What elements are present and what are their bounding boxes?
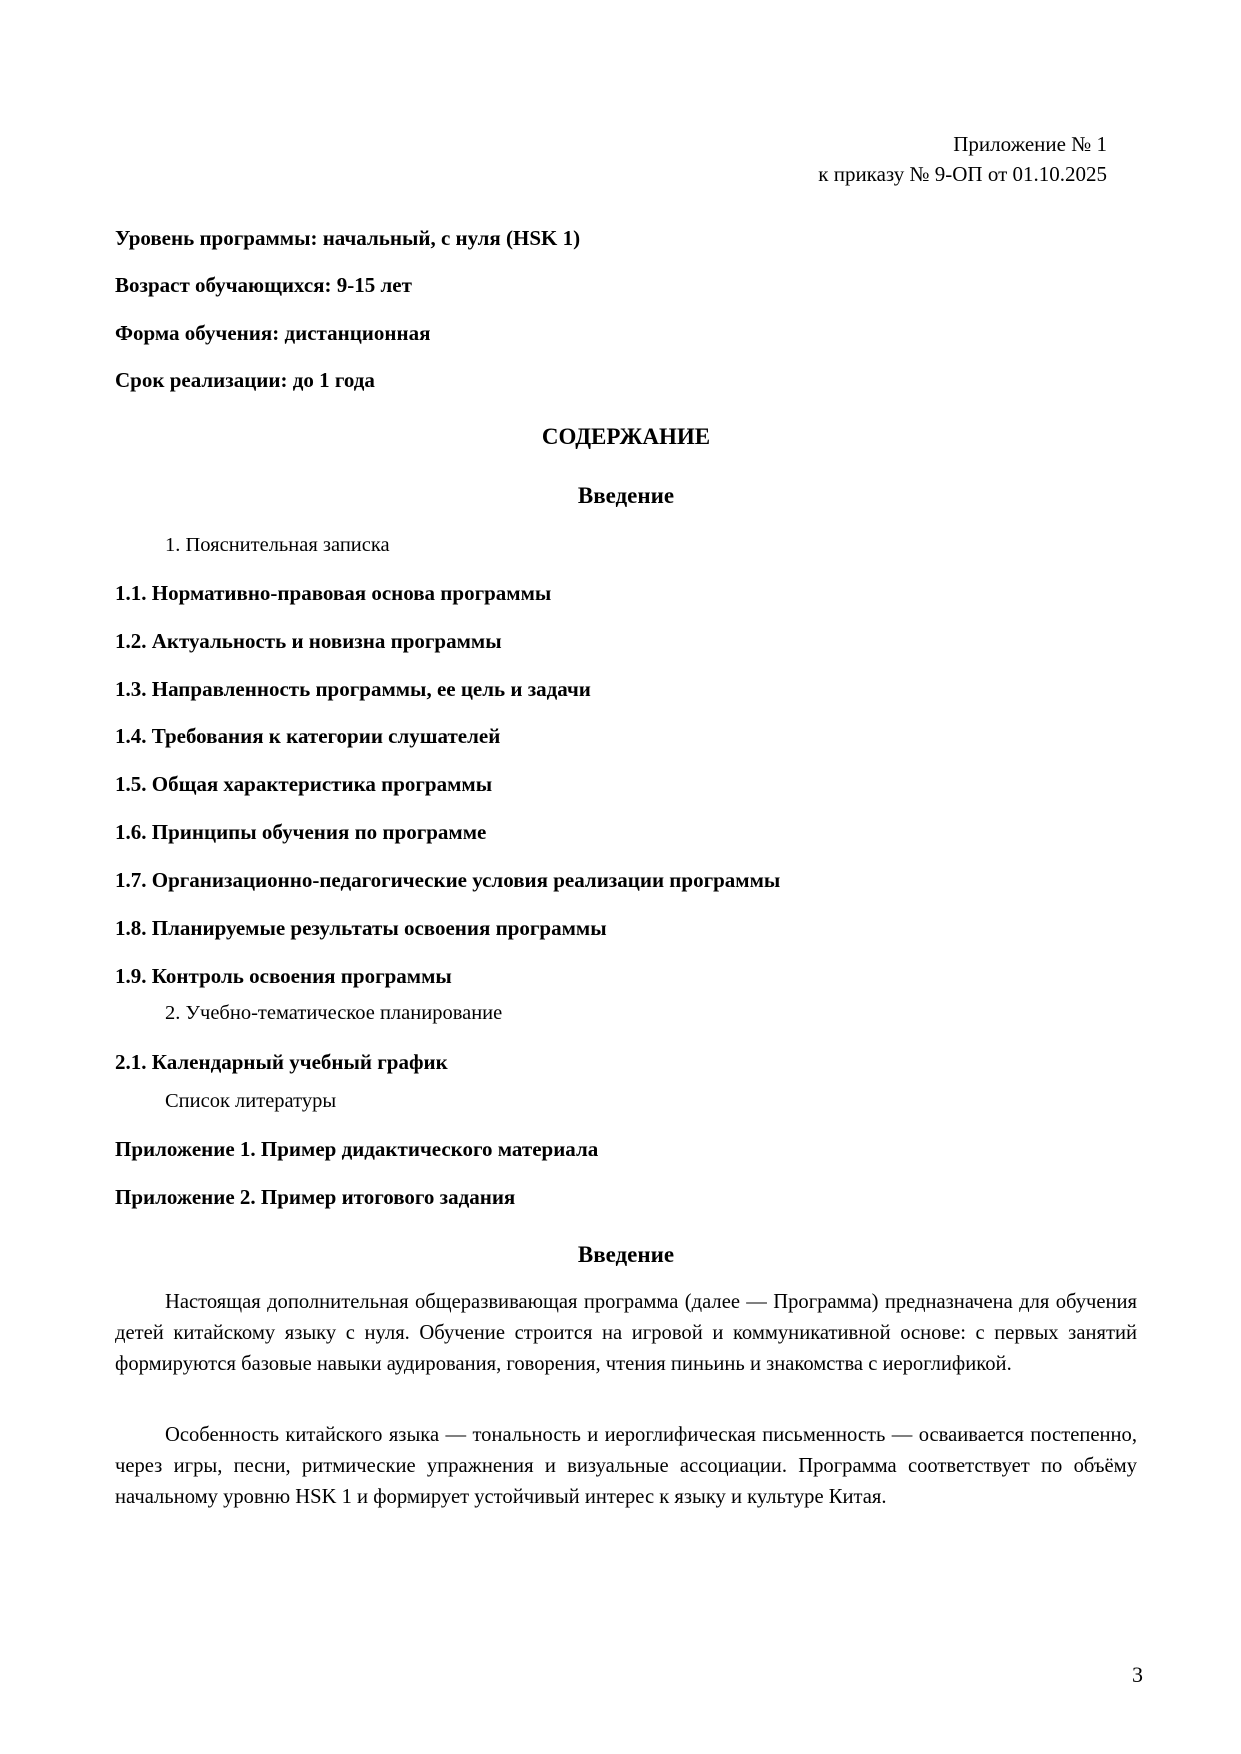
toc-appendix-1: Приложение 1. Пример дидактического материала [115, 1137, 599, 1161]
toc-item: 1.8. Планируемые результаты освоения программы [115, 916, 607, 940]
toc-section-1: 1. Пояснительная записка [165, 534, 390, 556]
appendix-number: Приложение № 1 [953, 132, 1107, 156]
contents-title: СОДЕРЖАНИЕ [541, 424, 711, 449]
order-reference: к приказу № 9-ОП от 01.10.2025 [818, 162, 1107, 186]
toc-item: 1.7. Организационно-педагогические условия реализации программы [115, 868, 781, 892]
toc-literature: Список литературы [165, 1090, 337, 1112]
toc-item: 2.1. Календарный учебный график [115, 1050, 448, 1074]
toc-item: 1.3. Направленность программы, ее цель и задачи [115, 677, 591, 701]
toc-intro-heading: Введение [577, 483, 675, 508]
duration: Срок реализации: до 1 года [115, 368, 375, 392]
toc-item: 1.5. Общая характеристика программы [115, 772, 493, 796]
appendix-reference [818, 129, 1107, 189]
toc-appendix-2: Приложение 2. Пример итогового задания [115, 1185, 516, 1209]
toc-item: 1.1. Нормативно-правовая основа программы [115, 581, 552, 605]
toc-item: 1.6. Принципы обучения по программе [115, 820, 487, 844]
intro-heading: Введение [577, 1242, 675, 1267]
page-number: 3 [1132, 1662, 1143, 1687]
student-age: Возраст обучающихся: 9-15 лет [115, 273, 412, 297]
intro-paragraph: Настоящая дополнительная общеразвивающая программа (далее — Программа) предназначена для обучения детей китайскому языку с нуля. Обучение строится на игровой и коммуникативной основе: с первых занятий формируются базовые навыки аудирования, говорения, чтения пиньинь и знакомства с иероглификой. [115, 1291, 1137, 1375]
study-form: Форма обучения: дистанционная [115, 321, 431, 345]
toc-section-2: 2. Учебно-тематическое планирование [165, 1002, 503, 1024]
intro-paragraph: Особенность китайского языка — тональность и иероглифическая письменность — осваивается постепенно, через игры, песни, ритмические упражнения и визуальные ассоциации. Программа соответствует по объёму начальному уровню HSK 1 и формирует устойчивый интерес к языку и культуре Китая. [115, 1424, 1137, 1508]
toc-item: 1.9. Контроль освоения программы [115, 964, 452, 988]
toc-item: 1.4. Требования к категории слушателей [115, 724, 501, 748]
program-level: Уровень программы: начальный, с нуля (HSK 1) [115, 226, 581, 250]
toc-item: 1.2. Актуальность и новизна программы [115, 629, 502, 653]
